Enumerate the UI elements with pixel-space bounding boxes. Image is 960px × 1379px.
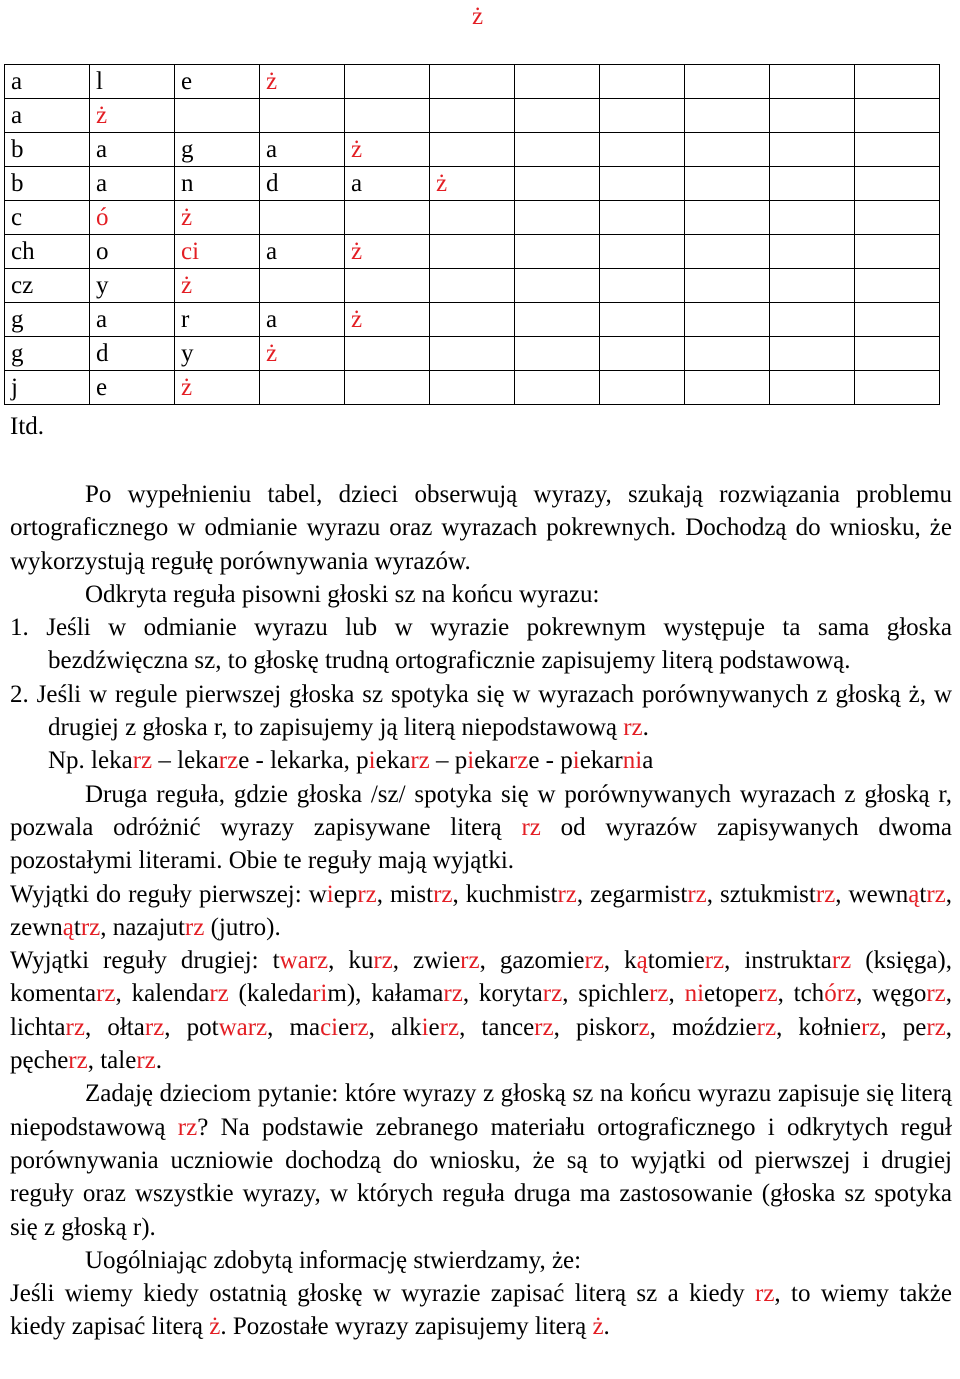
highlighted-letters: rz: [815, 880, 836, 908]
table-cell: [600, 371, 685, 405]
table-cell: d: [90, 337, 175, 371]
table-row: [5, 65, 940, 99]
text-run: eka: [474, 747, 509, 775]
table-cell: [515, 371, 600, 405]
text-run: etope: [704, 980, 759, 1008]
text-run: 1. Jeśli w odmianie wyrazu lub w wyrazie pokrewnym występuje ta sama głoska bezdźwięczna sz, to głoskę trudną ortograficznie zapisujemy literą podstawową.: [10, 614, 952, 675]
highlighted-letters: rz: [926, 980, 946, 1008]
table-cell: y: [175, 337, 260, 371]
table-cell: [430, 99, 515, 133]
table-cell: [430, 133, 515, 167]
table-cell: a: [345, 167, 430, 201]
text-run: ekar: [579, 747, 623, 775]
text-run: , tance: [459, 1013, 535, 1041]
text-run: , kalenda: [115, 980, 210, 1008]
table-row: [5, 303, 940, 337]
text-run: – p: [429, 747, 468, 775]
table-cell: [345, 65, 430, 99]
text-run: m), kałama: [327, 980, 444, 1008]
text-run: , to wiemy także kiedy zapisać literą: [10, 1280, 952, 1341]
text-run: Uogólniając zdobytą informację stwierdzamy, że:: [85, 1246, 582, 1274]
text-run: , alk: [368, 1013, 422, 1041]
table-cell: [770, 133, 855, 167]
table-cell: [430, 303, 515, 337]
table-cell: [770, 371, 855, 405]
table-cell: [515, 337, 600, 371]
text-run: , kuchmist: [452, 880, 558, 908]
text-run: ep: [333, 880, 358, 908]
rule-2: [10, 678, 952, 745]
table-cell: [855, 371, 940, 405]
highlighted-letters: wa: [218, 1013, 248, 1041]
text-run: Wyjątki do reguły pierwszej: w: [10, 880, 327, 908]
table-cell: [855, 235, 940, 269]
table-row: [5, 167, 940, 201]
highlighted-letters: rz: [926, 880, 946, 908]
paragraph-exceptions-2: [10, 944, 952, 1077]
table-cell: ż: [175, 201, 260, 235]
table-cell: r: [175, 303, 260, 337]
highlighted-letters: rz: [218, 747, 239, 775]
paragraph-intro: [10, 478, 952, 578]
table-cell: [345, 201, 430, 235]
table-cell: [260, 99, 345, 133]
text-run: , mist: [376, 880, 434, 908]
table-cell: [600, 235, 685, 269]
table-cell: [515, 65, 600, 99]
table-cell: [515, 133, 600, 167]
table-cell: [515, 303, 600, 337]
text-run: , tale: [87, 1047, 137, 1075]
highlighted-letters: ą: [62, 913, 74, 941]
table-cell: [260, 269, 345, 303]
table-cell: ó: [90, 201, 175, 235]
text-run: Po wypełnieniu tabel, dzieci obserwują wyrazy, szukają rozwiązania problemu ortograficznego w odmianie wyrazu oraz wyrazach pokrewnych. Dochodzą do wniosku, że wykorzystują regułę porównywania wyrazów.: [10, 481, 952, 575]
highlighted-letters: rz: [704, 947, 725, 975]
highlighted-letters: rz: [534, 1013, 554, 1041]
table-cell: e: [90, 371, 175, 405]
text-run: Druga reguła, gdzie głoska /sz/ spotyka się w porównywanych wyrazach z głoską r, pozwala odróżnić wyrazy zapisywane literą: [10, 780, 952, 841]
text-run: .: [603, 1313, 610, 1341]
text-run: (jutro).: [204, 913, 281, 941]
table-cell: [770, 99, 855, 133]
table-cell: [260, 371, 345, 405]
highlighted-letters: rz: [649, 980, 669, 1008]
table-cell: [770, 235, 855, 269]
text-run: , k: [603, 947, 637, 975]
text-run: e: [428, 1013, 440, 1041]
rule-1: [10, 611, 952, 678]
table-row: [5, 235, 940, 269]
table-cell: a: [260, 303, 345, 337]
text-run: 2. Jeśli w regule pierwszej głoska sz spotyka się w wyrazach porównywanych z głoską ż, w drugiej z głoska r, to zapisujemy ją literą niepodstawową: [10, 680, 952, 742]
paragraph-exceptions-1: [10, 878, 952, 945]
table-cell: [600, 303, 685, 337]
highlighted-letters: rz: [584, 947, 604, 975]
text-run: tomie: [647, 947, 705, 975]
highlighted-letters: ą: [908, 880, 920, 908]
highlighted-letters: rz: [687, 880, 707, 908]
highlighted-letters: rz: [439, 1013, 460, 1041]
table-cell: a: [260, 133, 345, 167]
table-cell: [515, 167, 600, 201]
text-run: , zewn: [10, 880, 952, 941]
text-run: , gazomie: [479, 947, 585, 975]
text-run: Odkryta reguła pisowni głoski sz na końcu wyrazu:: [85, 580, 600, 608]
highlighted-letters: z: [638, 1013, 650, 1041]
paragraph-question: [10, 1077, 952, 1243]
table-cell: [430, 65, 515, 99]
text-run: od wyrazów zapisywanych dwoma pozostałymi literami. Obie te reguły mają wyjątki.: [10, 813, 953, 875]
table-cell: [770, 201, 855, 235]
text-run: , instrukta: [724, 947, 832, 975]
table-cell: [345, 337, 430, 371]
table-cell: [770, 303, 855, 337]
highlighted-letters: i: [467, 747, 475, 775]
highlighted-letters: rz: [860, 1013, 881, 1041]
highlighted-letters: ó: [824, 980, 837, 1008]
table-cell: [515, 269, 600, 303]
highlighted-letters: rz: [756, 1013, 777, 1041]
table-cell: g: [5, 303, 90, 337]
table-cell: [685, 65, 770, 99]
text-run: , koryta: [462, 980, 543, 1008]
text-run: , lichta: [10, 980, 952, 1041]
highlighted-letters: rz: [144, 1013, 165, 1041]
table-row: [5, 201, 940, 235]
table-cell: [770, 269, 855, 303]
paragraph-conclusion: [10, 1277, 952, 1344]
table-cell: a: [90, 133, 175, 167]
table-cell: [600, 99, 685, 133]
table-cell: [855, 201, 940, 235]
text-run: , moździe: [649, 1013, 757, 1041]
table-cell: a: [90, 167, 175, 201]
table-cell: [430, 235, 515, 269]
highlighted-letters: ą: [636, 947, 648, 975]
highlighted-letters: rz: [209, 980, 229, 1008]
text-run: ,: [668, 980, 685, 1008]
table-cell: ż: [345, 235, 430, 269]
table-cell: o: [90, 235, 175, 269]
highlighted-letters: rz: [136, 1047, 156, 1075]
table-cell: b: [5, 133, 90, 167]
table-cell: [685, 201, 770, 235]
text-run: Wyjątki reguły drugiej: t: [10, 947, 280, 975]
table-cell: [855, 269, 940, 303]
table-cell: c: [5, 201, 90, 235]
table-row: [5, 269, 940, 303]
table-row: [5, 133, 940, 167]
highlighted-letters: rz: [308, 947, 329, 975]
table-cell: [430, 337, 515, 371]
table-cell: cz: [5, 269, 90, 303]
table-cell: [685, 235, 770, 269]
itd-label: Itd.: [10, 413, 45, 440]
spelling-table: [4, 64, 940, 405]
table-cell: [600, 133, 685, 167]
table-cell: [260, 201, 345, 235]
table-cell: ż: [175, 269, 260, 303]
top-letter: ż: [472, 3, 484, 30]
table-cell: g: [5, 337, 90, 371]
highlighted-letters: rz: [68, 1047, 88, 1075]
paragraph-rule-heading: [10, 578, 952, 611]
body-text: [10, 478, 952, 1344]
text-run: .: [642, 714, 649, 742]
highlighted-letters: ni: [622, 747, 643, 775]
highlighted-letters: rz: [373, 947, 393, 975]
text-run: e - p: [528, 747, 573, 775]
highlighted-letters: rz: [443, 980, 463, 1008]
highlighted-letters: rz: [460, 947, 480, 975]
highlighted-letters: wa: [279, 947, 309, 975]
text-run: (kaleda: [228, 980, 313, 1008]
table-cell: [685, 167, 770, 201]
table-cell: [515, 201, 600, 235]
example-line: [10, 744, 952, 777]
highlighted-letters: rz: [177, 1113, 198, 1141]
text-run: , tch: [777, 980, 825, 1008]
table-cell: [345, 371, 430, 405]
table-cell: ch: [5, 235, 90, 269]
text-run: , ma: [267, 1013, 321, 1041]
table-cell: e: [175, 65, 260, 99]
text-run: Np. leka: [48, 747, 133, 775]
table-row: [5, 371, 940, 405]
table-cell: [855, 99, 940, 133]
text-run: , ku: [328, 947, 374, 975]
highlighted-letters: ni: [684, 980, 705, 1008]
table-cell: a: [5, 65, 90, 99]
highlighted-letters: i: [326, 880, 334, 908]
paragraph-second-rule: [10, 778, 952, 878]
highlighted-letters: rz: [758, 980, 778, 1008]
table-row: [5, 99, 940, 133]
text-run: .: [155, 1047, 162, 1075]
text-run: – leka: [152, 747, 219, 775]
text-run: , piskor: [553, 1013, 639, 1041]
table-cell: [770, 167, 855, 201]
table-cell: [685, 371, 770, 405]
table-cell: [430, 269, 515, 303]
table-cell: [600, 269, 685, 303]
text-run: . Pozostałe wyrazy zapisujemy literą: [220, 1313, 593, 1341]
highlighted-letters: rz: [521, 813, 541, 841]
table-cell: j: [5, 371, 90, 405]
text-run: t: [73, 913, 81, 941]
highlighted-letters: rz: [836, 980, 857, 1008]
table-cell: y: [90, 269, 175, 303]
text-run: , zegarmist: [576, 880, 688, 908]
table-cell: ż: [430, 167, 515, 201]
table-cell: [855, 65, 940, 99]
table-cell: ż: [90, 99, 175, 133]
highlighted-letters: i: [421, 1013, 429, 1041]
highlighted-letters: rz: [96, 980, 116, 1008]
text-run: , sztukmist: [706, 880, 816, 908]
highlighted-letters: rz: [349, 1013, 369, 1041]
table-cell: [685, 133, 770, 167]
highlighted-letters: rz: [247, 1013, 268, 1041]
table-cell: [855, 133, 940, 167]
highlighted-letters: rz: [557, 880, 577, 908]
highlighted-letters: rz: [433, 880, 453, 908]
table-cell: [685, 337, 770, 371]
highlighted-letters: rz: [184, 913, 205, 941]
table-cell: [600, 167, 685, 201]
highlighted-letters: rz: [410, 747, 430, 775]
highlighted-letters: rz: [623, 714, 643, 742]
table-cell: [175, 99, 260, 133]
table-cell: [515, 235, 600, 269]
text-run: , zwie: [392, 947, 461, 975]
text-run: , pe: [880, 1013, 927, 1041]
text-run: e: [338, 1013, 350, 1041]
table-cell: ż: [175, 371, 260, 405]
text-run: , ołta: [84, 1013, 145, 1041]
highlighted-letters: rz: [926, 1013, 946, 1041]
highlighted-letters: rz: [542, 980, 563, 1008]
table-cell: [855, 167, 940, 201]
highlighted-letters: rz: [508, 747, 529, 775]
highlighted-letters: ci: [320, 1013, 339, 1041]
table-cell: b: [5, 167, 90, 201]
highlighted-letters: ri: [312, 980, 328, 1008]
table-cell: [600, 337, 685, 371]
text-run: , spichle: [562, 980, 650, 1008]
table-cell: [430, 201, 515, 235]
text-run: , pot: [164, 1013, 219, 1041]
highlighted-letters: ż: [209, 1313, 221, 1341]
text-run: a: [642, 747, 654, 775]
table-cell: d: [260, 167, 345, 201]
table-cell: a: [260, 235, 345, 269]
text-run: (księga), komenta: [10, 947, 953, 1008]
table-cell: [345, 99, 430, 133]
table-cell: ż: [345, 303, 430, 337]
table-cell: [855, 337, 940, 371]
highlighted-letters: i: [368, 747, 376, 775]
table-cell: [770, 337, 855, 371]
table-cell: ż: [260, 65, 345, 99]
table-cell: ż: [345, 133, 430, 167]
text-run: Jeśli wiemy kiedy ostatnią głoskę w wyrazie zapisać literą sz a kiedy: [10, 1280, 755, 1308]
text-run: eka: [375, 747, 411, 775]
table-cell: [855, 303, 940, 337]
table-cell: [515, 99, 600, 133]
table-cell: n: [175, 167, 260, 201]
text-run: , kołnie: [776, 1013, 861, 1041]
table-cell: [430, 371, 515, 405]
table-cell: a: [5, 99, 90, 133]
table-cell: ci: [175, 235, 260, 269]
highlighted-letters: rz: [755, 1280, 775, 1308]
table-cell: a: [90, 303, 175, 337]
table-cell: [685, 269, 770, 303]
highlighted-letters: rz: [80, 913, 101, 941]
text-run: ? Na podstawie zebranego materiału ortograficznego i odkrytych reguł porównywania uczniowie dochodzą do wniosku, że są to wyjątki od pierwszej i drugiej reguły oraz wszystkie wyrazy, w których reguła druga ma zastosowanie (głoska sz spotyka się z głoską r).: [10, 1113, 952, 1241]
table-cell: ż: [260, 337, 345, 371]
highlighted-letters: i: [572, 747, 580, 775]
text-run: Zadaję dzieciom pytanie: które wyrazy z głoską sz na końcu wyrazu zapisuje się literą niepodstawową: [10, 1080, 952, 1141]
text-run: e - lekarka, p: [238, 747, 369, 775]
paragraph-generalization: [10, 1244, 952, 1277]
table-row: [5, 337, 940, 371]
text-run: t: [919, 880, 927, 908]
table-cell: l: [90, 65, 175, 99]
table-cell: [345, 269, 430, 303]
highlighted-letters: rz: [357, 880, 377, 908]
text-run: , węgo: [856, 980, 927, 1008]
table-cell: g: [175, 133, 260, 167]
table-cell: [685, 303, 770, 337]
text-run: , wewn: [835, 880, 909, 908]
highlighted-letters: ż: [592, 1313, 604, 1341]
table-cell: [685, 99, 770, 133]
table-cell: [770, 65, 855, 99]
text-run: , pęche: [10, 1013, 953, 1075]
text-run: , nazajut: [100, 913, 185, 941]
highlighted-letters: rz: [831, 947, 852, 975]
highlighted-letters: rz: [65, 1013, 85, 1041]
table-cell: [600, 201, 685, 235]
highlighted-letters: rz: [132, 747, 153, 775]
table-cell: [600, 65, 685, 99]
